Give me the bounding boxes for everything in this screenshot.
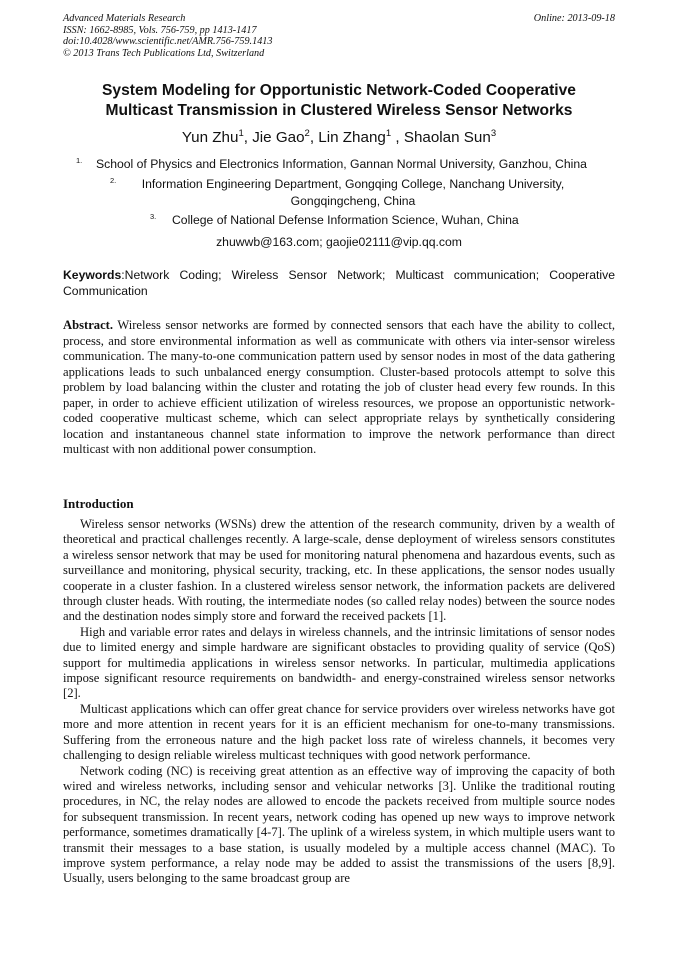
author-affil-index: 1 — [385, 128, 392, 139]
doi-line: doi:10.4028/www.scientific.net/AMR.756-759.1413 — [63, 36, 273, 48]
title-line-1: System Modeling for Opportunistic Network-Coded Cooperative — [102, 82, 576, 99]
author-emails: zhuwwb@163.com; gaojie02111@vip.qq.com — [216, 235, 462, 249]
paragraph: Wireless sensor networks (WSNs) drew the attention of the research community, driven by a wealth of theoretical and practical challenges recently. A large-scale, dense deployment of wireless sensors constitutes a wireless sensor network that may be used for monitoring natural phenomena and hazardous events, such as surveillance and monitoring, physical security, tracking, etc. In these applications, the sensor nodes usually cooperate in a cluster fashion. In a clustered wireless sensor network, the information packets are delivered through cluster heads. With routing, the intermediate nodes (so called relay nodes) between the source nodes and the destination nodes simply store and forward the received packets [1]. — [63, 517, 615, 624]
journal-header — [63, 13, 615, 59]
paragraph: Multicast applications which can offer great chance for service providers over wireless networks have got more and more attention in recent years for it is an efficient mechanism for one-to-many transmissions. Suffering from the erroneous nature and the high packet loss rate of wireless channels, it becomes very challenging to design reliable wireless multicast techniques with good network performance. — [63, 701, 615, 763]
author-affil-index: 2 — [304, 128, 310, 139]
affiliation-3 — [150, 212, 592, 229]
author-name: Jie Gao — [252, 129, 305, 146]
abstract — [63, 318, 615, 458]
introduction-body — [63, 517, 615, 887]
author-name: Yun Zhu — [181, 129, 239, 146]
affiliation-1 — [76, 156, 616, 173]
keywords-label: Keywords — [63, 268, 122, 282]
keywords — [63, 268, 615, 299]
copyright-line: © 2013 Trans Tech Publications Ltd, Switzerland — [63, 47, 265, 59]
author-list — [63, 128, 615, 147]
author-separator: , — [309, 129, 319, 146]
issn-line: ISSN: 1662-8985, Vols. 756-759, pp 1413-1417 — [63, 24, 257, 36]
author-name: Shaolan Sun — [403, 129, 491, 146]
affiliation-2 — [110, 176, 586, 209]
author-affil-index: 3 — [490, 128, 497, 139]
author-separator: , — [391, 129, 404, 146]
title-line-2: Multicast Transmission in Clustered Wireless Sensor Networks — [105, 101, 573, 119]
affiliation-text: School of Physics and Electronics Information, Gannan Normal University, Ganzhou, China — [96, 157, 587, 171]
paragraph: Network coding (NC) is receiving great attention as an effective way of improving the capacity of both wired and wireless networks, including sensor and vehicular networks [3]. Unlike the traditional routing procedures, in NC, the relay nodes are allowed to encode the packets received from multiple source nodes for subsequent transmission. In recent years, network coding has opened up new ways to improve network performance, sometimes dramatically [4-7]. The uplink of a wireless system, in which multiple users want to transmit their messages to a base station, is usually modeled by a multiple access channel (MAC). To improve system performance, a relay node may be added to assist the transmissions of the users [8,9]. Usually, users belonging to the same broadcast group are — [63, 763, 615, 886]
section-heading-introduction: Introduction — [63, 496, 134, 511]
paper-title — [63, 81, 615, 120]
keywords-text: :Network Coding; Wireless Sensor Network; Multicast communication; Cooperative Communication — [63, 268, 615, 298]
author-name: Lin Zhang — [318, 129, 386, 146]
online-date: Online: 2013-09-18 — [533, 13, 615, 24]
author-affil-index: 1 — [238, 128, 244, 139]
affiliation-number: 1. — [76, 156, 83, 165]
journal-name: Advanced Materials Research — [63, 13, 186, 24]
paragraph: High and variable error rates and delays in wireless channels, and the intrinsic limitations of sensor nodes due to limited energy and simple hardware are significant obstacles to providing quality of service (QoS) support for multimedia applications in wireless sensor networks. In particular, multimedia applications impose significant resource requirements on bandwidth- and energy-constrained wireless sensor networks [2]. — [63, 624, 615, 701]
affiliation-number: 3. — [150, 212, 157, 221]
affiliation-number: 2. — [110, 176, 117, 185]
author-separator: , — [243, 129, 253, 146]
affiliation-text: Information Engineering Department, Gongqing College, Nanchang University, Gongqingcheng, China — [141, 177, 565, 208]
affiliation-text: College of National Defense Information Science, Wuhan, China — [172, 213, 519, 227]
abstract-label: Abstract. — [63, 318, 114, 332]
abstract-text: Wireless sensor networks are formed by connected sensors that each have the ability to collect, process, and store environmental information as well as communicate with others via inter-sensor wireless communication. The many-to-one communication pattern used by sensor nodes in most of the data gathering applications leads to such unbalanced energy consumption. Cluster-based protocols attempt to solve this problem by load balancing within the cluster and rotating the job of cluster head every few rounds. In this paper, in order to achieve efficient utilization of wireless resources, we propose an opportunistic network-coded cooperative multicast scheme, which can select appropriate relays by synthetically considering location and instantaneous channel state information to improve the network performance than direct multicast with non additional power consumption. — [63, 318, 615, 456]
